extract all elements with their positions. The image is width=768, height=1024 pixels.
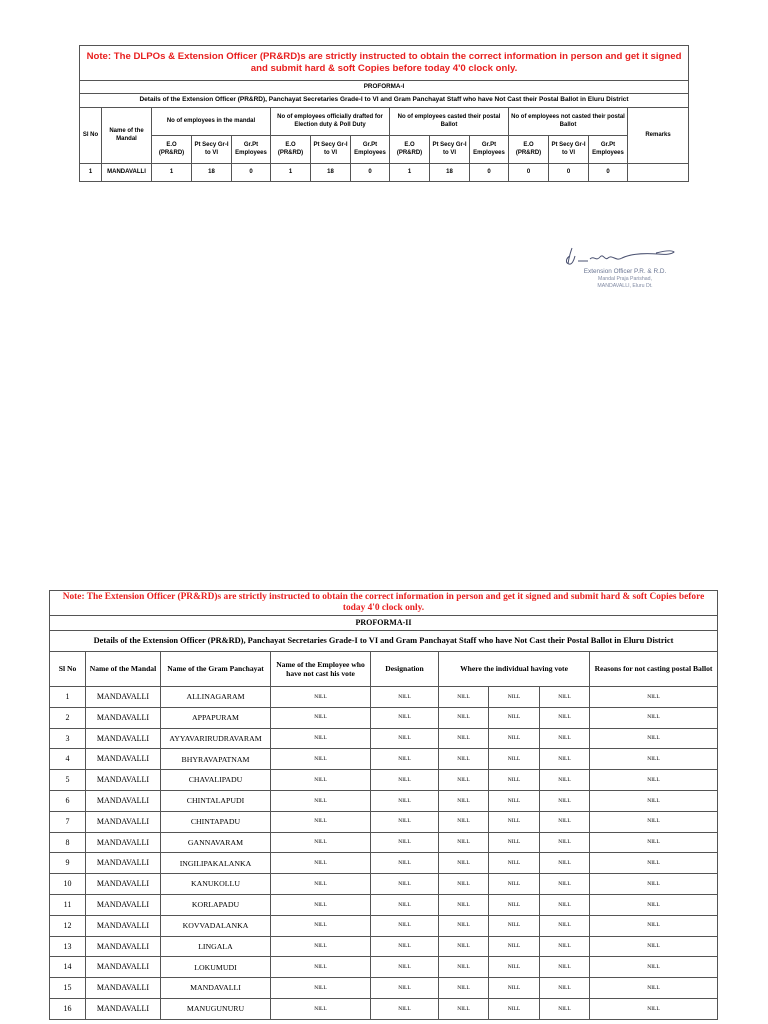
cell-sl-no: 13 [50,936,86,957]
cell-vote-location: NILL [489,707,540,728]
cell-sl-no: 6 [50,790,86,811]
cell-vote-location: NILL [540,915,590,936]
cell-value: 18 [430,164,470,182]
cell-gram-panchayat: GANNAVARAM [161,832,271,853]
cell-employee-name: NILL [271,770,371,791]
table-row [50,894,718,915]
cell-gram-panchayat: KANUKOLLU [161,874,271,895]
cell-reason: NILL [590,770,718,791]
cell-reason: NILL [590,978,718,999]
cell-designation: NILL [371,790,439,811]
cell-value: 0 [589,164,628,182]
cell-mandal: MANDAVALLI [86,811,161,832]
cell-gram-panchayat: KOVVADALANKA [161,915,271,936]
cell-mandal: MANDAVALLI [86,936,161,957]
cell-vote-location: NILL [540,957,590,978]
table-row [50,707,718,728]
cell-vote-location: NILL [489,957,540,978]
cell-designation: NILL [371,978,439,999]
cell-value: 1 [390,164,430,182]
subheader-eo: E.O (PR&RD) [390,136,430,164]
subheader-secy: Pt Secy Gr-I to VI [192,136,232,164]
cell-value: 0 [470,164,509,182]
cell-vote-location: NILL [540,707,590,728]
proforma-2-note: Note: The Extension Officer (PR&RD)s are strictly instructed to obtain the correct information in person and get it signed and submit hard & soft Copies before today 4'0 clock only. [50,591,718,616]
cell-reason: NILL [590,998,718,1019]
cell-vote-location: NILL [439,707,489,728]
cell-employee-name: NILL [271,894,371,915]
cell-vote-location: NILL [439,853,489,874]
cell-value: 0 [549,164,589,182]
cell-designation: NILL [371,957,439,978]
cell-designation: NILL [371,998,439,1019]
header-designation: Designation [371,652,439,687]
cell-vote-location: NILL [540,749,590,770]
stamp-line-place: MANDAVALLI, Eluru Dt. [597,282,653,289]
cell-designation: NILL [371,687,439,708]
cell-employee-name: NILL [271,832,371,853]
proforma-2-table [49,590,718,1020]
cell-vote-location: NILL [540,811,590,832]
proforma-2-title: PROFORMA-II [50,616,718,631]
table-row [50,749,718,770]
proforma-1-description: Details of the Extension Officer (PR&RD), Panchayat Secretaries Grade-I to VI and Gram Panchayat Staff who have Not Cast their Postal Ballot in Eluru District [80,94,689,108]
cell-vote-location: NILL [540,770,590,791]
header-employees-in-mandal: No of employees in the mandal [152,108,271,136]
cell-vote-location: NILL [439,978,489,999]
table-row [50,978,718,999]
cell-vote-location: NILL [489,874,540,895]
subheader-secy: Pt Secy Gr-I to VI [311,136,351,164]
cell-vote-location: NILL [540,832,590,853]
cell-gram-panchayat: LOKUMUDI [161,957,271,978]
cell-mandal: MANDAVALLI [86,957,161,978]
cell-vote-location: NILL [439,790,489,811]
cell-vote-location: NILL [540,936,590,957]
subheader-employees: Gr.Pt Employees [351,136,390,164]
cell-sl-no: 16 [50,998,86,1019]
cell-vote-location: NILL [439,894,489,915]
cell-employee-name: NILL [271,978,371,999]
cell-designation: NILL [371,853,439,874]
cell-reason: NILL [590,915,718,936]
cell-mandal: MANDAVALLI [86,770,161,791]
table-row [50,853,718,874]
header-gram-panchayat: Name of the Gram Panchayat [161,652,271,687]
proforma-2-description: Details of the Extension Officer (PR&RD), Panchayat Secretaries Grade-I to VI and Gram Panchayat Staff who have Not Cast their Postal Ballot in Eluru District [50,631,718,652]
cell-sl-no: 15 [50,978,86,999]
header-employee-name: Name of the Employee who have not cast his vote [271,652,371,687]
cell-gram-panchayat: ALLINAGARAM [161,687,271,708]
table-row [50,790,718,811]
cell-sl-no: 4 [50,749,86,770]
cell-mandal: MANDAVALLI [86,915,161,936]
table-row [50,998,718,1019]
cell-gram-panchayat: CHINTALAPUDI [161,790,271,811]
cell-vote-location: NILL [439,936,489,957]
subheader-employees: Gr.Pt Employees [589,136,628,164]
header-remarks: Remarks [628,108,689,164]
cell-vote-location: NILL [489,915,540,936]
cell-designation: NILL [371,770,439,791]
cell-reason: NILL [590,728,718,749]
stamp-line-office: Mandal Praja Parishad, [598,276,652,282]
header-reasons: Reasons for not casting postal Ballot [590,652,718,687]
cell-vote-location: NILL [540,687,590,708]
cell-gram-panchayat: AYYAVARIRUDRAVARAM [161,728,271,749]
cell-designation: NILL [371,832,439,853]
cell-sl-no: 3 [50,728,86,749]
official-stamp-text [570,268,680,289]
subheader-eo: E.O (PR&RD) [271,136,311,164]
cell-reason: NILL [590,853,718,874]
cell-sl-no: 11 [50,894,86,915]
cell-gram-panchayat: CHINTAPADU [161,811,271,832]
cell-vote-location: NILL [489,832,540,853]
cell-gram-panchayat: KORLAPADU [161,894,271,915]
header-employees-drafted: No of employees officially drafted for Election duty & Poll Duty [271,108,390,136]
cell-mandal: MANDAVALLI [86,998,161,1019]
cell-gram-panchayat: CHAVALIPADU [161,770,271,791]
proforma-1-title: PROFORMA-I [80,81,689,94]
table-row [50,770,718,791]
cell-vote-location: NILL [489,978,540,999]
cell-sl-no: 1 [80,164,102,182]
subheader-secy: Pt Secy Gr-I to VI [549,136,589,164]
cell-reason: NILL [590,936,718,957]
cell-reason: NILL [590,790,718,811]
cell-vote-location: NILL [439,832,489,853]
header-vote-location: Where the individual having vote [439,652,590,687]
proforma-1-note: Note: The DLPOs & Extension Officer (PR&RD)s are strictly instructed to obtain the correct information in person and get it signed and submit hard & soft Copies before today 4'0 clock only. [80,46,689,81]
proforma-1-table [79,45,689,182]
cell-gram-panchayat: LINGALA [161,936,271,957]
cell-vote-location: NILL [489,770,540,791]
cell-sl-no: 12 [50,915,86,936]
cell-sl-no: 10 [50,874,86,895]
cell-vote-location: NILL [489,728,540,749]
cell-designation: NILL [371,915,439,936]
cell-sl-no: 2 [50,707,86,728]
cell-designation: NILL [371,707,439,728]
cell-value: 18 [192,164,232,182]
cell-value: 1 [152,164,192,182]
table-row [50,687,718,708]
proforma-2-body [50,687,718,1020]
cell-mandal: MANDAVALLI [86,874,161,895]
cell-reason: NILL [590,894,718,915]
cell-vote-location: NILL [489,811,540,832]
cell-vote-location: NILL [439,874,489,895]
cell-employee-name: NILL [271,936,371,957]
cell-employee-name: NILL [271,874,371,895]
cell-vote-location: NILL [489,936,540,957]
header-employees-casted: No of employees casted their postal Ballot [390,108,509,136]
cell-employee-name: NILL [271,853,371,874]
cell-mandal: MANDAVALLI [86,749,161,770]
cell-sl-no: 8 [50,832,86,853]
cell-employee-name: NILL [271,707,371,728]
cell-gram-panchayat: INGILIPAKALANKA [161,853,271,874]
cell-vote-location: NILL [439,770,489,791]
cell-reason: NILL [590,707,718,728]
cell-vote-location: NILL [540,978,590,999]
cell-mandal: MANDAVALLI [86,853,161,874]
cell-gram-panchayat: APPAPURAM [161,707,271,728]
table-row [50,874,718,895]
cell-vote-location: NILL [540,998,590,1019]
stamp-line-designation: Extension Officer P.R. & R.D. [583,268,667,275]
table-row [50,957,718,978]
cell-employee-name: NILL [271,957,371,978]
cell-mandal: MANDAVALLI [86,790,161,811]
cell-remarks [628,164,689,182]
handwritten-signature [560,244,678,270]
header-mandal: Name of the Mandal [86,652,161,687]
cell-mandal: MANDAVALLI [102,164,152,182]
cell-value: 1 [271,164,311,182]
signature-stamp [560,244,678,302]
cell-employee-name: NILL [271,728,371,749]
cell-vote-location: NILL [439,957,489,978]
cell-reason: NILL [590,957,718,978]
cell-value: 0 [232,164,271,182]
cell-sl-no: 14 [50,957,86,978]
cell-vote-location: NILL [489,790,540,811]
cell-gram-panchayat: MANDAVALLI [161,978,271,999]
cell-reason: NILL [590,874,718,895]
cell-vote-location: NILL [489,998,540,1019]
cell-vote-location: NILL [540,790,590,811]
table-row [50,936,718,957]
cell-designation: NILL [371,749,439,770]
cell-mandal: MANDAVALLI [86,894,161,915]
cell-reason: NILL [590,832,718,853]
header-mandal: Name of the Mandal [102,108,152,164]
cell-sl-no: 1 [50,687,86,708]
cell-vote-location: NILL [489,749,540,770]
cell-vote-location: NILL [489,687,540,708]
cell-employee-name: NILL [271,790,371,811]
cell-designation: NILL [371,874,439,895]
cell-mandal: MANDAVALLI [86,978,161,999]
header-employees-not-casted: No of employees not casted their postal Ballot [509,108,628,136]
table-row [80,164,689,182]
cell-gram-panchayat: BHYRAVAPATNAM [161,749,271,770]
cell-vote-location: NILL [439,728,489,749]
header-sl-no: Sl No [50,652,86,687]
table-row [50,728,718,749]
subheader-eo: E.O (PR&RD) [152,136,192,164]
cell-vote-location: NILL [540,874,590,895]
cell-sl-no: 9 [50,853,86,874]
subheader-employees: Gr.Pt Employees [232,136,271,164]
cell-mandal: MANDAVALLI [86,687,161,708]
subheader-eo: E.O (PR&RD) [509,136,549,164]
cell-vote-location: NILL [439,915,489,936]
subheader-secy: Pt Secy Gr-I to VI [430,136,470,164]
cell-vote-location: NILL [540,894,590,915]
cell-designation: NILL [371,936,439,957]
cell-designation: NILL [371,811,439,832]
cell-reason: NILL [590,687,718,708]
cell-vote-location: NILL [489,894,540,915]
cell-value: 0 [509,164,549,182]
cell-mandal: MANDAVALLI [86,707,161,728]
cell-designation: NILL [371,728,439,749]
cell-value: 0 [351,164,390,182]
cell-gram-panchayat: MANUGUNURU [161,998,271,1019]
table-row [50,915,718,936]
cell-sl-no: 7 [50,811,86,832]
cell-employee-name: NILL [271,749,371,770]
cell-employee-name: NILL [271,687,371,708]
cell-vote-location: NILL [489,853,540,874]
cell-value: 18 [311,164,351,182]
cell-sl-no: 5 [50,770,86,791]
cell-vote-location: NILL [439,998,489,1019]
cell-reason: NILL [590,811,718,832]
cell-mandal: MANDAVALLI [86,832,161,853]
cell-employee-name: NILL [271,915,371,936]
cell-vote-location: NILL [540,853,590,874]
cell-employee-name: NILL [271,811,371,832]
cell-vote-location: NILL [540,728,590,749]
cell-vote-location: NILL [439,749,489,770]
cell-reason: NILL [590,749,718,770]
cell-mandal: MANDAVALLI [86,728,161,749]
cell-vote-location: NILL [439,687,489,708]
cell-designation: NILL [371,894,439,915]
table-row [50,832,718,853]
subheader-employees: Gr.Pt Employees [470,136,509,164]
table-row [50,811,718,832]
cell-employee-name: NILL [271,998,371,1019]
header-sl-no: Sl No [80,108,102,164]
cell-vote-location: NILL [439,811,489,832]
